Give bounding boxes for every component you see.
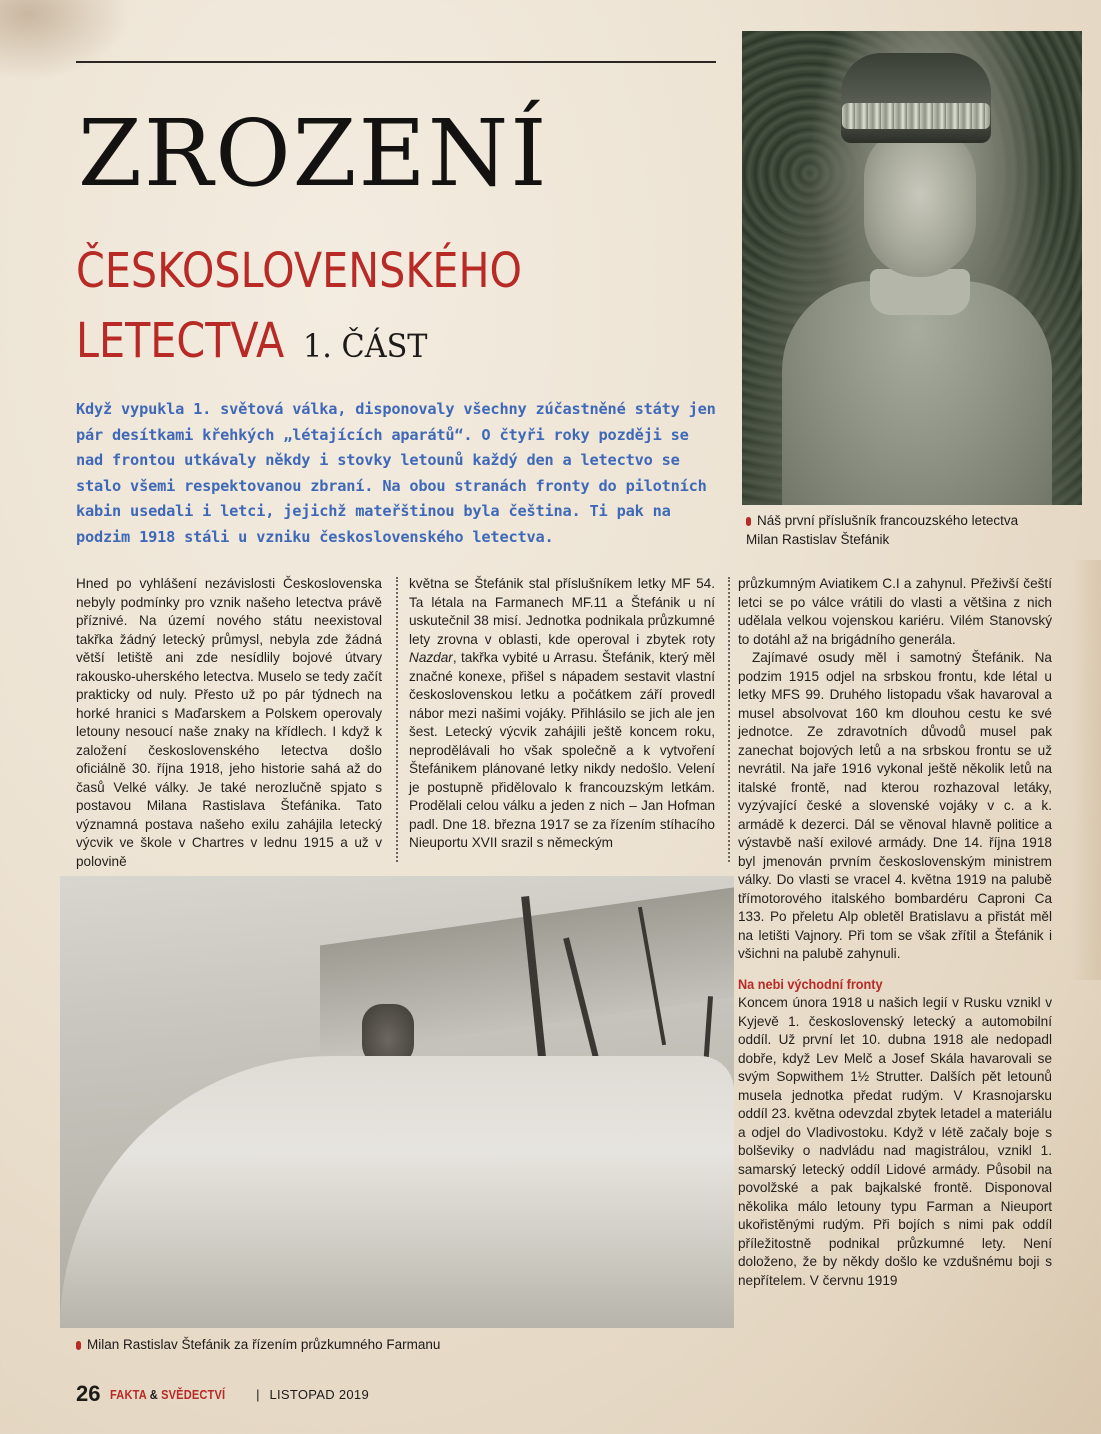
column-divider bbox=[728, 577, 730, 862]
article-text-part: května se Štefánik stal příslušníkem letky MF 54. Ta létala na Farmanech MF.11 a Štefánik u ní uskutečnil 38 misí. Jednotka podnikala průzkumné lety zrovna v oblasti, kde operoval i zbytek roty bbox=[409, 576, 715, 647]
caption-marker-icon bbox=[746, 517, 751, 526]
magazine-name bbox=[110, 1387, 225, 1402]
section-heading: Na nebi východní fronty bbox=[738, 976, 883, 992]
article-text-part: , takřka vybité u Arrasu. Štefánik, který měl značné konexe, přišel s nápadem sestavit vlastní československou letku a počátkem září provedl nábor mezi našimi vojáky. Přihlásilo se jich ale jen šest. Letecký výcvik zahájili ještě koncem roku, neprodělávali ho však společně a k vytvoření Štefánikem plánované letky nikdy nedošlo. Velení je postupně přidělovalo k francouzským letkám. Prodělali celou válku a jeden z nich – Jan Hofman padl. Dne 18. března 1917 se za řízením stíhacího Nieuportu XVII srazil s německým bbox=[409, 650, 715, 850]
title-main: ZROZENÍ bbox=[78, 100, 549, 207]
lead-paragraph: Když vypukla 1. světová válka, disponovaly všechny zúčastněné státy jen pár desítkami křehkých „létajících aparátů“. O čtyři roky později se nad frontou utkávaly někdy i stovky letounů každý den a letectvo se stalo všemi respektovanou zbraní. Na obou stranách fronty do pilotních kabin usedali i letci, jejichž mateřštinou byla čeština. Ti pak na podzim 1918 stáli u vzniku československého letectva. bbox=[76, 400, 716, 546]
portrait-caption bbox=[746, 511, 1086, 549]
footer-separator: | bbox=[256, 1386, 260, 1402]
column-divider bbox=[396, 577, 398, 862]
article-text: Hned po vyhlášení nezávislosti Československa nebyly podmínky pro vznik našeho letectva právě příznivé. Na území nového státu neexistoval takřka žádný letecký průmysl, nebyla zde žádná větší letiště ani zde nesídlily bojové útvary rakousko-uherského letectva. Muselo se tedy začít prakticky od nuly. Přesto už po pár týdnech na horké hranici s Maďarskem a Polskem operovaly letouny nesoucí naše znaky na křídlech. I když k založení československého letectva došlo oficiálně 30. října 1918, jeho historie sahá až do časů Velké války. Je také nerozlučně spjato s postavou Milana Rastislava Štefánika. Tato významná postava našeho exilu zahájila letecký výcvik ve škole v Chartres v lednu 1915 a už v polovině bbox=[76, 576, 382, 869]
portrait-photo bbox=[742, 31, 1082, 505]
caption-marker-icon bbox=[76, 1341, 81, 1350]
aircraft-fuselage bbox=[60, 1056, 734, 1328]
magazine-ampersand: & bbox=[146, 1386, 162, 1402]
title-subtitle-line2 bbox=[76, 313, 695, 374]
portrait-face bbox=[864, 127, 976, 277]
article-italic-name: Nazdar bbox=[409, 650, 453, 665]
portrait-caption-line2: Milan Rastislav Štefánik bbox=[746, 532, 890, 547]
magazine-name-part: SVĚDECTVÍ bbox=[161, 1386, 226, 1402]
title-subtitle-line1: ČESKOSLOVENSKÉHO bbox=[76, 243, 523, 299]
paper-edge-stain bbox=[1071, 560, 1101, 980]
title-subtitle-word: LETECTVA bbox=[76, 313, 285, 369]
top-rule bbox=[76, 61, 716, 63]
part-label: 1. ČÁST bbox=[303, 327, 428, 365]
article-text: Zajímavé osudy měl i samotný Štefánik. Na podzim 1915 odjel na srbskou frontu, kde létal u letky MFS 99. Druhého listopadu však havaroval a musel absolvovat 160 km dlouhou cestu ke své jednotce. Ze zdravotních důvodů musel pak zanechat bojových letů a na srbskou frontu se už nevrátil. Na jaře 1916 vykonal ještě několik letů na italské frontě, nad kterou rozhazoval letáky, vyzývající české a slovenské vojáky v c. a k. armádě k dezerci. Dál se věnoval hlavně politice a výstavbě naší exilové armády. Dne 14. října 1918 byl jmenován prvním československým ministrem války. Do vlasti se vracel 4. května 1919 na palubě třímotorového italského bombardéru Caproni Ca 133. Po přeletu Alp obletěl Bratislavu a přistát měl na letišti Vajnory. Při tom se však zřítil a Štefánik i všichni na palubě zahynuli. bbox=[738, 650, 1052, 961]
article-column-2 bbox=[409, 575, 715, 853]
article-column-1 bbox=[76, 575, 382, 871]
article-column-3 bbox=[738, 575, 1052, 1290]
aircraft-photo bbox=[60, 876, 734, 1328]
magazine-name-part: FAKTA bbox=[110, 1386, 147, 1402]
portrait-cap bbox=[841, 53, 991, 143]
article-text: Koncem února 1918 u našich legií v Rusku vznikl v Kyjevě 1. československý letecký a automobilní oddíl. Už první let 10. dubna 1918 ale nedopadl dobře, když Lev Melč a Josef Skála havarovali se svým Sopwithem 1½ Strutter. Dalších pět letounů musela jednotka předat rudým. V Krasnojarsku oddíl 23. května odevzdal zbytek letadel a materiálu a odjel do Vladivostoku. Když v létě začaly boje s bolševiky o nadvládu nad magistrálou, vznikl 1. samarský letecký oddíl Lidové armády. Působil na povolžské a pak bajkalské frontě. Disponoval několika málo letouny typu Farman a Nieuport ukořistěnými rudým. Při bojích s nimi pak oddíl příležitostně podnikal průzkumné lety. Není doloženo, že by někdy došlo ke vzdušnému boji s nepřítelem. V červnu 1919 bbox=[738, 995, 1052, 1288]
article-text bbox=[409, 575, 715, 853]
portrait-cap-band bbox=[842, 103, 990, 129]
portrait-caption-line1: Náš první příslušník francouzského letectva bbox=[757, 513, 1019, 528]
page-footer bbox=[76, 1379, 696, 1409]
article-text: průzkumným Aviatikem C.I a zahynul. Přeživší čeští letci se po válce vrátili do vlasti a většina z nich udělala velkou vojenskou kariéru. Vilém Stanovský to dotáhl až na brigádního generála. bbox=[738, 576, 1052, 647]
paper-stain bbox=[0, 0, 130, 80]
page-number: 26 bbox=[76, 1381, 101, 1406]
aircraft-caption-text: Milan Rastislav Štefánik za řízením průzkumného Farmanu bbox=[87, 1337, 441, 1352]
aircraft-caption bbox=[76, 1335, 676, 1354]
issue-date: LISTOPAD 2019 bbox=[269, 1386, 369, 1402]
